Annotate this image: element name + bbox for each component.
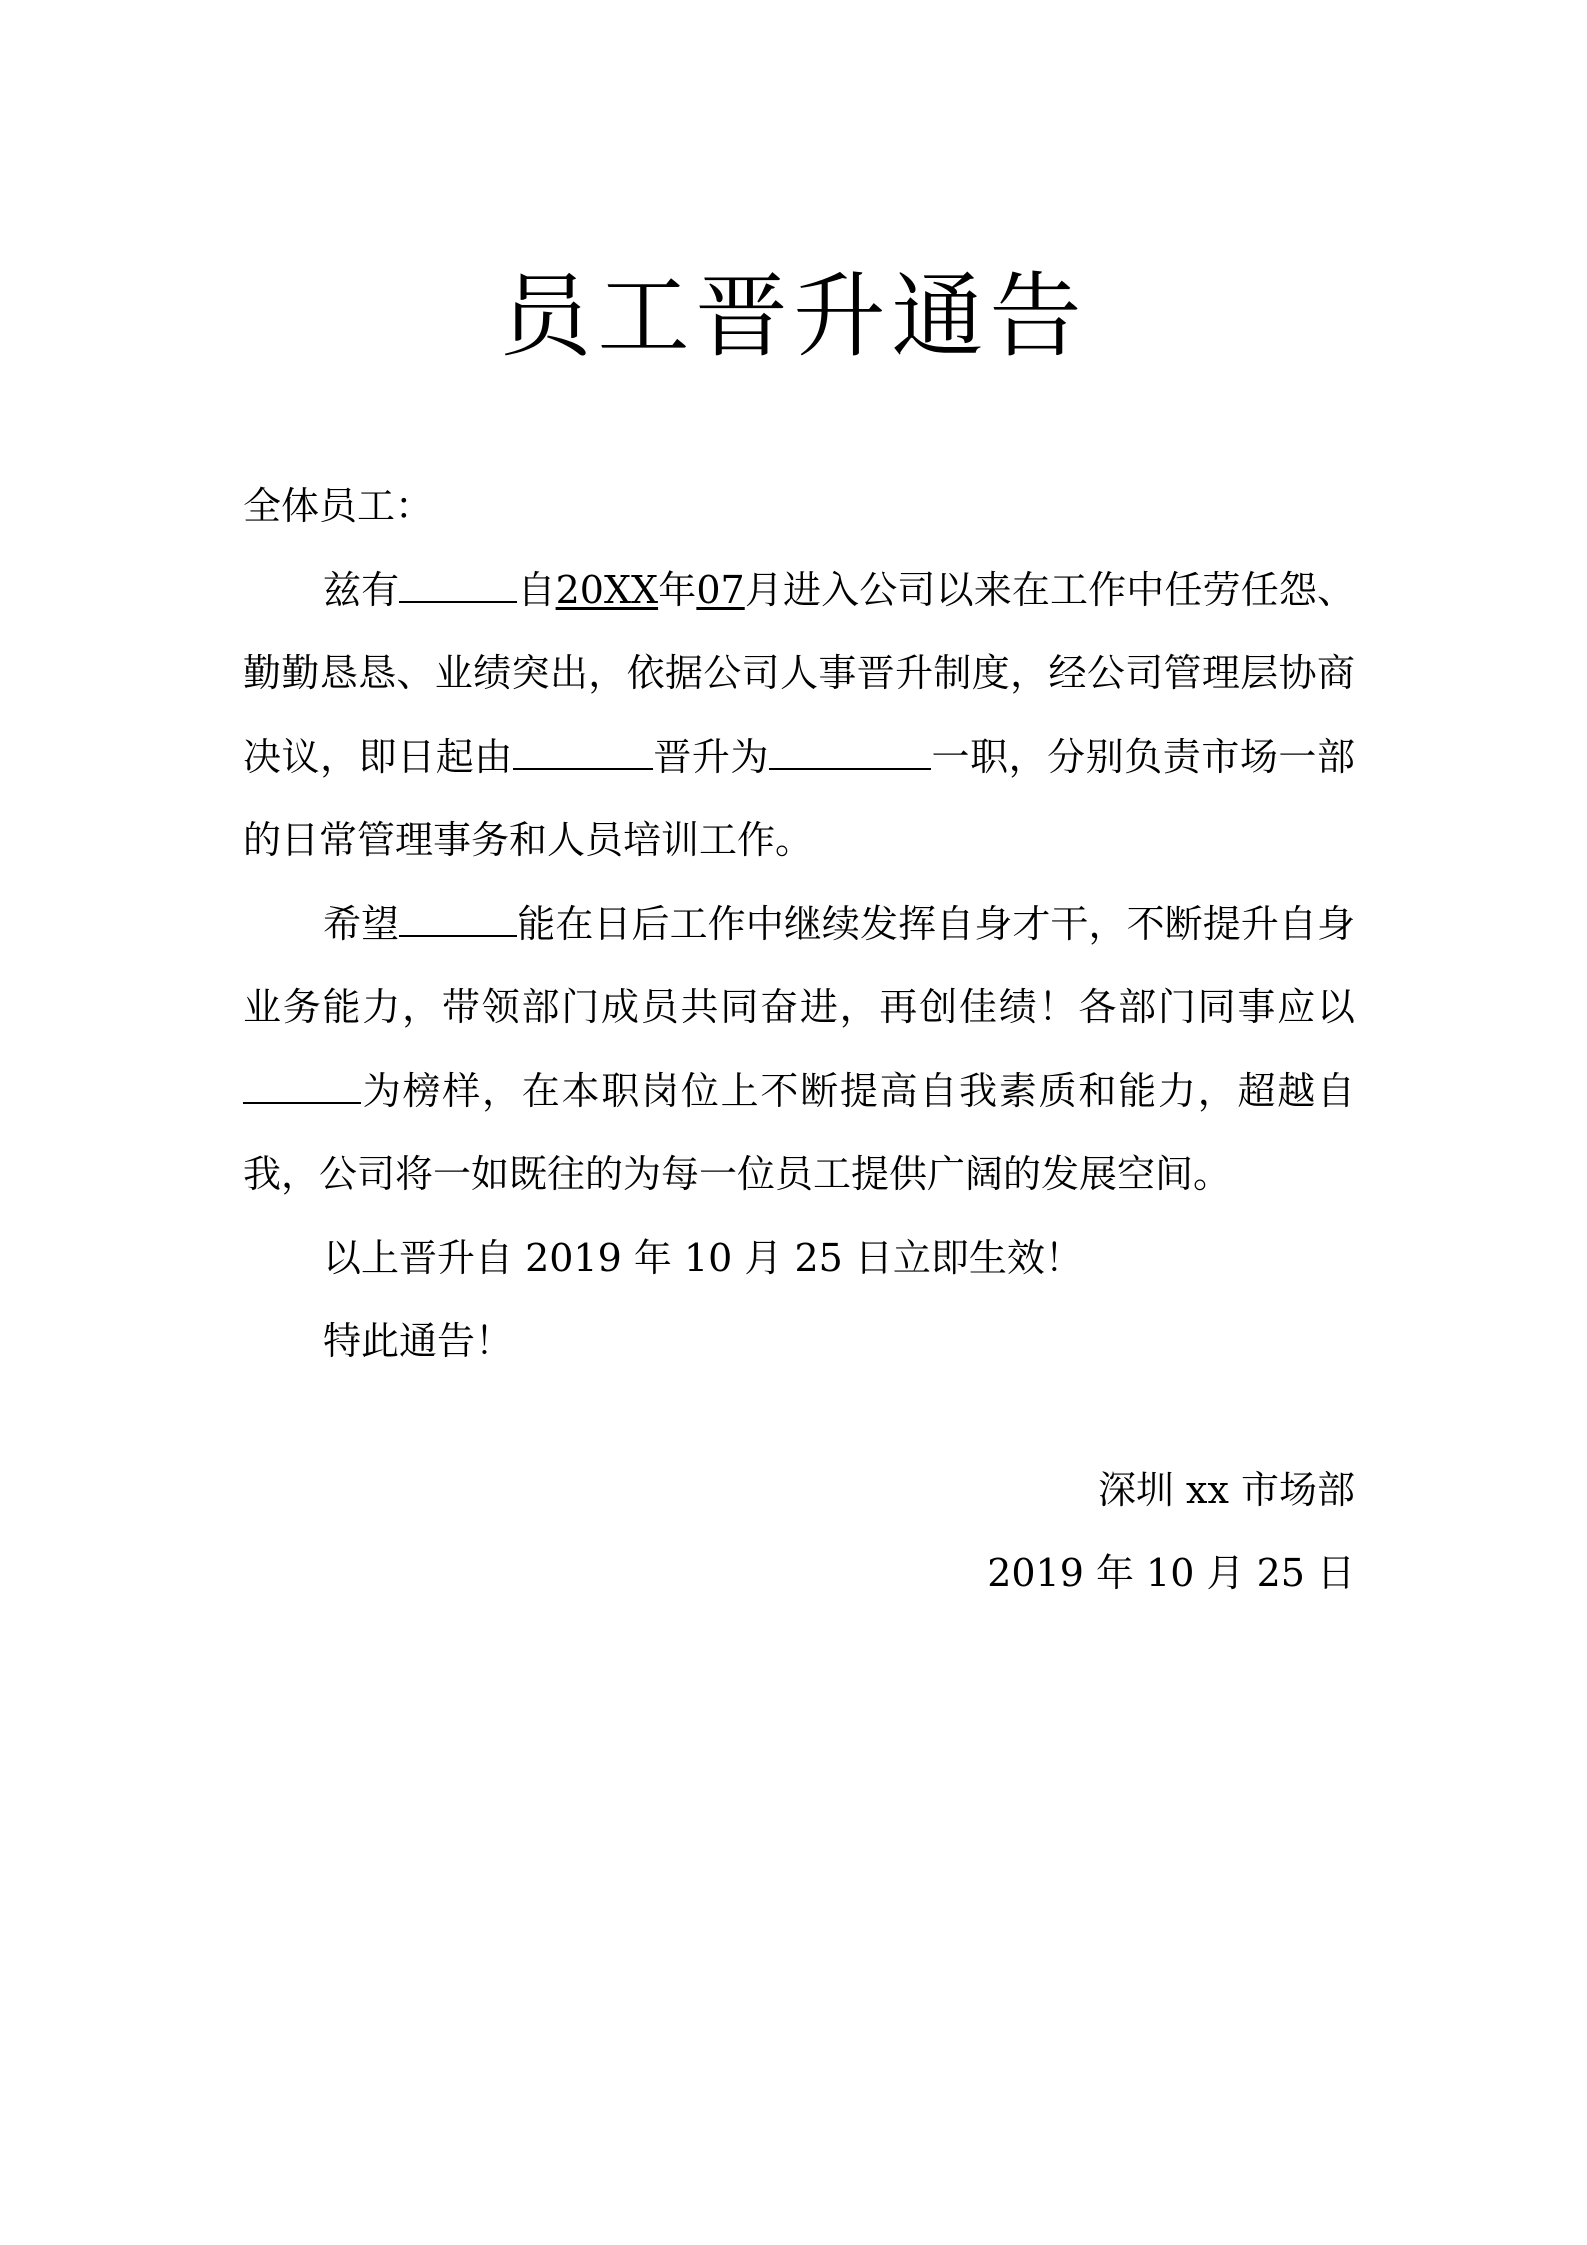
paragraph [243,1217,1355,1301]
fill-in-blank [399,561,517,603]
salutation: 全体员工： [243,484,434,528]
paragraph-text: 兹有 [323,567,400,612]
paragraph-text: 以上晋升自 2019 年 10 月 25 日立即生效！ [323,1235,1083,1280]
paragraph-text: 希望 [323,901,400,946]
underlined-value: 07 [696,567,745,612]
paragraph [243,883,1355,1217]
underlined-value: 20XX [555,567,659,612]
paragraph-text: 一职，分别负责市场一部的日常管理事务和人员培训工作。 [243,734,1355,862]
paragraph-text: 能在日后工作中继续发挥自身才干，不断提升自身业务能力，带领部门成员共同奋进，再创佳绩！各部门同事应以 [243,901,1355,1029]
fill-in-blank [243,1062,361,1104]
document-title: 员工晋升通告 [499,262,1088,370]
document-body [243,465,1355,1384]
fill-in-blank [769,728,931,770]
paragraph-text: 为榜样，在本职岗位上不断提高自我素质和能力，超越自我，公司将一如既往的为每一位员工提供广阔的发展空间。 [243,1068,1355,1196]
paragraph-text: 晋升为 [652,734,769,779]
paragraph [243,549,1355,883]
signature-organization: 深圳 xx 市场部 [1097,1468,1355,1512]
signature-date: 2019 年 10 月 25 日 [987,1551,1355,1595]
paragraph-text: 年 [658,567,697,612]
paragraph-text: 特此通告！ [323,1319,514,1363]
fill-in-blank [399,895,517,937]
paragraph [243,1300,1355,1384]
paragraph-text: 月进入公司以来在工作中任劳任怨、勤勤恳恳、业绩突出，依据公司人事晋升制度，经公司管理层协商决议，即日起由 [243,567,1355,779]
paragraph-text: 自 [517,567,556,612]
fill-in-blank [513,728,653,770]
